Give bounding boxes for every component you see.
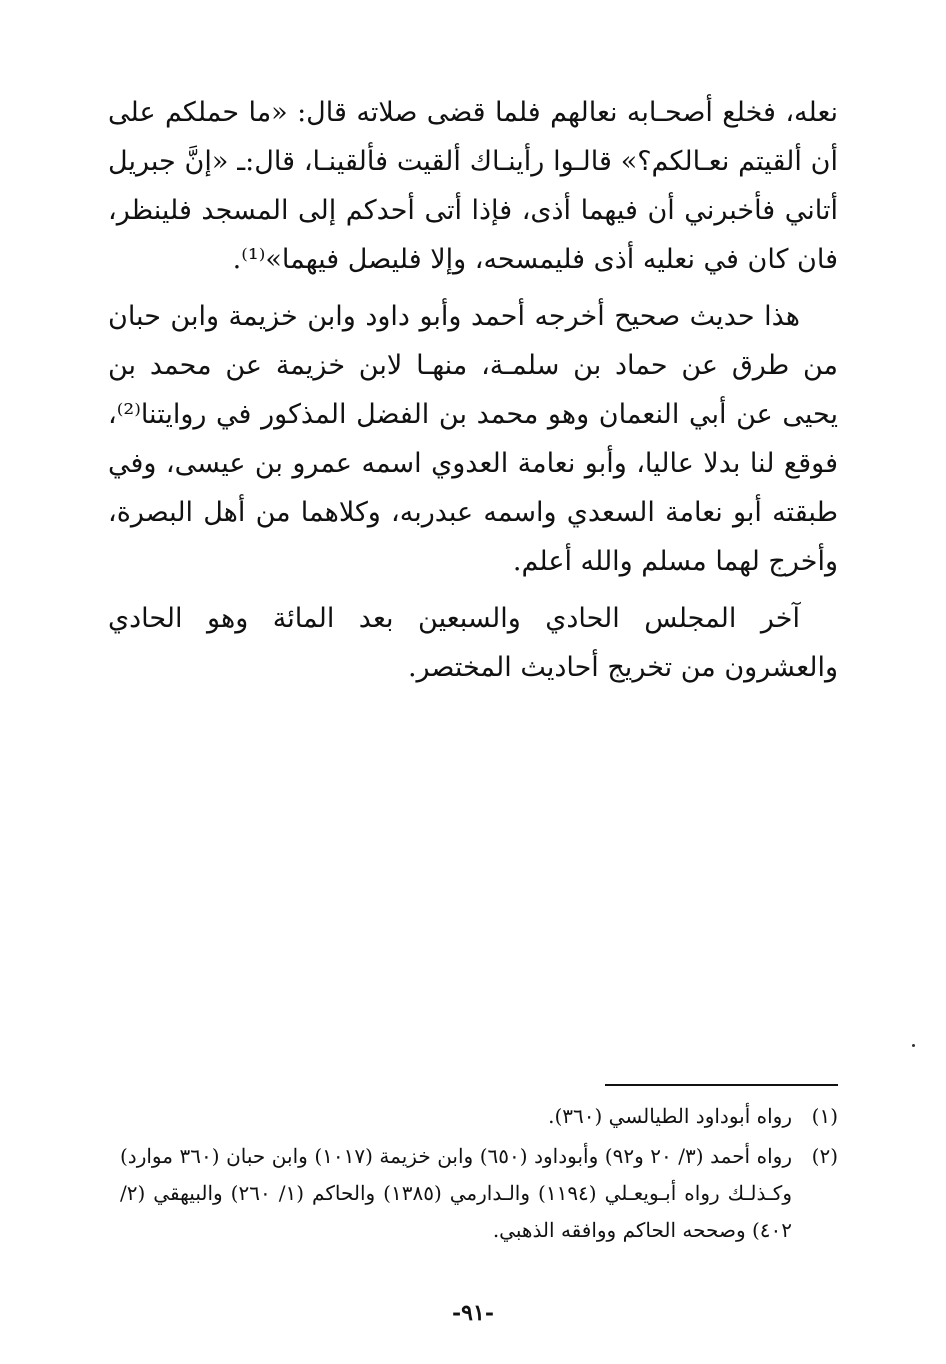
footnote-number: (١) bbox=[811, 1104, 838, 1128]
footnote-text: رواه أحمد (٣/ ٢٠ و٩٢) وأبوداود (٦٥٠) وابن خزيمة (١٠١٧) وابن حبان (٣٦٠ موارد) وكـذلـك رواه أبـويعـلي (١١٩٤) والـدارمي (١٣٨٥) والحاكم (١/ ٢٦٠) والبيهقي (٢/ ٤٠٢) وصححه الحاكم ووافقه الذهبي. bbox=[120, 1144, 792, 1242]
footnote-1 bbox=[120, 1098, 838, 1135]
paragraph-commentary: هذا حديث صحيح أخرجه أحمد وأبو داود وابن خزيمة وابن حبان من طرق عن حماد بن سلمـة، منهـا لابن خزيمة عن محمد بن يحيى عن أبي النعمان وهو محمد بن الفضل المذكور في روايتنا⁽²⁾، فوقع لنا بدلا عاليا، وأبو نعامة العدوي اسمه عمرو بن عيسى، وفي طبقته أبو نعامة السعدي واسمه عبدربه، وكلاهما من أهل البصرة، وأخرج لهما مسلم والله أعلم. bbox=[108, 301, 838, 577]
footnotes bbox=[120, 1098, 838, 1252]
footnote-separator bbox=[605, 1084, 838, 1086]
footnote-2 bbox=[120, 1138, 838, 1249]
page-number: -٩١- bbox=[452, 1300, 494, 1326]
footnote-number: (٢) bbox=[811, 1144, 838, 1168]
main-text bbox=[108, 88, 838, 700]
paragraph-session-end: آخر المجلس الحادي والسبعين بعد المائة وهو الحادي والعشرون من تخريج أحاديث المختصر. bbox=[108, 603, 838, 683]
paragraph-hadith-text: نعله، فخلع أصحـابه نعالهم فلما قضى صلاته قال: «ما حملكم على أن ألقيتم نعـالكم؟» قالـوا رأينـاك ألقيت فألقينـا، قال:ـ «إنَّ جبريل أتاني فأخبرني أن فيهما أذى، فإذا أتى أحدكم إلى المسجد فلينظر، فان كان في نعليه أذى فليمسحه، وإلا فليصل فيهما»⁽¹⁾. bbox=[108, 97, 838, 275]
scan-speck bbox=[912, 1044, 915, 1047]
footnote-text: رواه أبوداود الطيالسي (٣٦٠). bbox=[548, 1104, 792, 1128]
